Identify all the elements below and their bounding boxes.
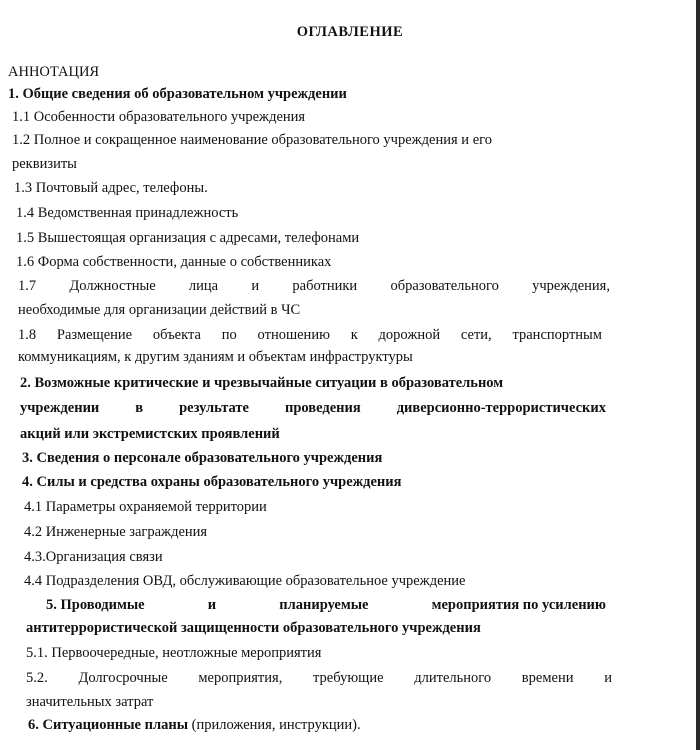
toc-section-2-cont2: акций или экстремистских проявлений <box>20 426 280 442</box>
toc-item-1-6: 1.6 Форма собственности, данные о собственниках <box>16 254 332 270</box>
word: объекта <box>152 327 201 343</box>
page-title: ОГЛАВЛЕНИЕ <box>296 24 404 40</box>
toc-item-5-1: 5.1. Первоочередные, неотложные мероприятия <box>26 645 322 661</box>
toc-item-1-1: 1.1 Особенности образовательного учреждения <box>12 109 306 125</box>
toc-item-4-1: 4.1 Параметры охраняемой территории <box>24 499 267 515</box>
toc-item-1-2: 1.2 Полное и сокращенное наименование образовательного учреждения и его <box>12 132 492 148</box>
word: дорожной <box>378 327 441 343</box>
toc-section-5-cont: антитеррористической защищенности образовательного учреждения <box>26 620 481 636</box>
toc-section-4: 4. Силы и средства охраны образовательного учреждения <box>22 474 402 490</box>
word: и <box>604 670 612 686</box>
toc-annotation: АННОТАЦИЯ <box>8 64 100 80</box>
toc-section-6-note: (приложения, инструкции). <box>188 717 361 733</box>
word: диверсионно-террористических <box>396 400 606 416</box>
word: работники <box>292 278 358 294</box>
word: планируемые <box>279 597 369 613</box>
word: длительного <box>414 670 492 686</box>
toc-item-5-2-cont: значительных затрат <box>26 694 154 710</box>
word: лица <box>188 278 219 294</box>
toc-item-1-3: 1.3 Почтовый адрес, телефоны. <box>14 180 208 196</box>
toc-item-1-8-cont: коммуникациям, к другим зданиям и объектам инфраструктуры <box>18 349 413 365</box>
toc-item-4-4: 4.4 Подразделения ОВД, обслуживающие образовательное учреждение <box>24 573 466 589</box>
word: 5. Проводимые <box>46 597 145 613</box>
toc-item-1-7-cont: необходимые для организации действий в ЧС <box>18 302 301 318</box>
word: Должностные <box>69 278 156 294</box>
word: и <box>207 597 217 613</box>
word: и <box>251 278 260 294</box>
word: результате <box>179 400 249 416</box>
word: мероприятия, <box>198 670 283 686</box>
toc-section-3: 3. Сведения о персонале образовательного учреждения <box>22 450 383 466</box>
toc-item-1-2-cont: реквизиты <box>12 156 77 172</box>
toc-section-2: 2. Возможные критические и чрезвычайные ситуации в образовательном <box>20 375 504 391</box>
word: к <box>350 327 358 343</box>
toc-section-6-title: 6. Ситуационные планы <box>28 717 189 733</box>
toc-item-5-2 <box>26 669 612 687</box>
word: учреждении <box>20 400 100 416</box>
toc-section-1: 1. Общие сведения об образовательном учреждении <box>8 86 347 102</box>
word: 1.8 <box>18 327 37 343</box>
toc-item-4-2: 4.2 Инженерные заграждения <box>24 524 208 540</box>
word: мероприятия по усилению <box>431 597 606 613</box>
word: сети, <box>460 327 492 343</box>
toc-item-1-5: 1.5 Вышестоящая организация с адресами, телефонами <box>16 230 360 246</box>
word: учреждения, <box>532 278 610 294</box>
toc-section-5 <box>46 596 606 614</box>
word: времени <box>521 670 574 686</box>
toc-item-1-8 <box>18 326 602 344</box>
word: Размещение <box>56 327 133 343</box>
page-edge <box>696 0 700 750</box>
word: 1.7 <box>18 278 37 294</box>
word: требующие <box>313 670 384 686</box>
word: отношению <box>257 327 330 343</box>
word: Долгосрочные <box>78 670 168 686</box>
word: проведения <box>284 400 361 416</box>
word: 5.2. <box>26 670 48 686</box>
toc-item-1-7 <box>18 277 610 295</box>
word: образовательного <box>390 278 499 294</box>
toc-item-4-3: 4.3.Организация связи <box>24 549 163 565</box>
word: в <box>135 400 144 416</box>
toc-section-6 <box>28 716 361 734</box>
toc-item-1-4: 1.4 Ведомственная принадлежность <box>16 205 239 221</box>
word: по <box>221 327 237 343</box>
word: транспортным <box>512 327 602 343</box>
toc-section-2-cont <box>20 399 606 417</box>
